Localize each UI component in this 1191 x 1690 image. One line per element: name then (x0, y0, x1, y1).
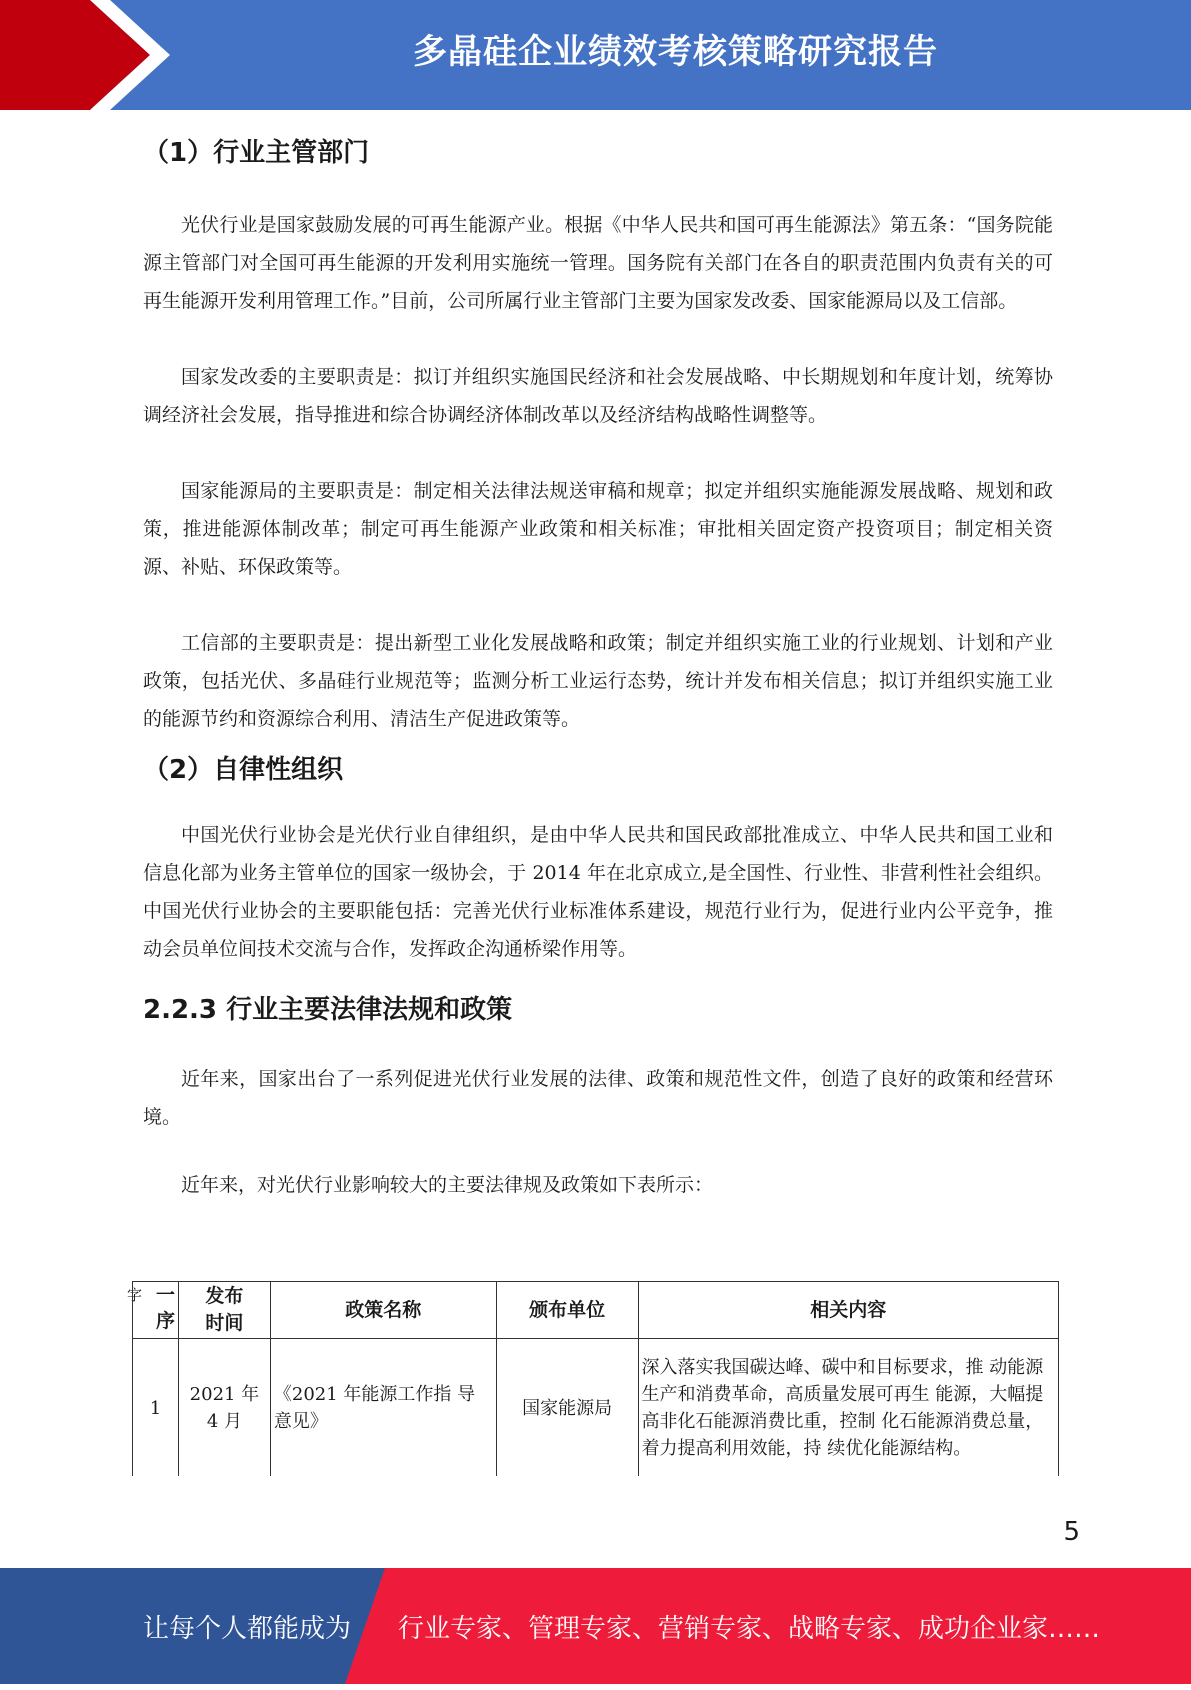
column-header-time (178, 1282, 270, 1339)
paragraph-pv-association: 中国光伏行业协会是光伏行业自律组织，是由中华人民共和国民政部批准成立、中华人民共和国工业和信息化部为业务主管单位的国家一级协会，于 2014 年在北京成立,是全国性、行业性、非营利性社会组织。中国光伏行业协会的主要职能包括：完善光伏行业标准体系建设，规范行业行为，促进行业内公平竞争，推动会员单位间技术交流与合作，发挥政企沟通桥梁作用等。 (143, 824, 1053, 960)
column-header-issuer: 颁布单位 (496, 1282, 638, 1339)
paragraph-miit-duties: 工信部的主要职责是：提出新型工业化发展战略和政策；制定并组织实施工业的行业规划、计划和产业政策，包括光伏、多晶硅行业规范等；监测分析工业运行态势，统计并发布相关信息；拟订并组织实施工业的能源节约和资源综合利用、清洁生产促进政策等。 (143, 632, 1053, 730)
page-number: 5 (1063, 1517, 1080, 1547)
seq-header-label: 序 (155, 1310, 175, 1332)
paragraph-ndrc-duties: 国家发改委的主要职责是：拟订并组织实施国民经济和社会发展战略、中长期规划和年度计划，统筹协调经济社会发展，指导推进和综合协调经济体制改革以及经济结构战略性调整等。 (143, 366, 1053, 426)
time-header-line2: 时间 (205, 1312, 244, 1334)
paragraph-table-intro: 近年来，对光伏行业影响较大的主要法律规及政策如下表所示： (181, 1174, 714, 1196)
footer-slogan-left: 让每个人都能成为 (143, 1614, 352, 1644)
paragraph-policy-environment: 近年来，国家出台了一系列促进光伏行业发展的法律、政策和规范性文件，创造了良好的政策和经营环境。 (143, 1068, 1053, 1128)
seq-header-fragment: 字 (127, 1286, 143, 1304)
column-header-content: 相关内容 (638, 1282, 1059, 1339)
footer-slogan-right: 行业专家、管理专家、营销专家、战略专家、成功企业家…… (398, 1614, 1101, 1644)
cell-issuer: 国家能源局 (496, 1339, 638, 1478)
header-banner (0, 0, 1191, 110)
paragraph-industry-intro: 光伏行业是国家鼓励发展的可再生能源产业。根据《中华人民共和国可再生能源法》第五条：“国务院能源主管部门对全国可再生能源的开发利用实施统一管理。国务院有关部门在各自的职责范围内负责有关的可再生能源开发利用管理工作。”目前，公司所属行业主管部门主要为国家发改委、国家能源局以及工信部。 (143, 214, 1053, 312)
table-row (133, 1339, 1059, 1478)
paragraph-nea-duties: 国家能源局的主要职责是：制定相关法律法规送审稿和规章；拟定并组织实施能源发展战略、规划和政策，推进能源体制改革；制定可再生能源产业政策和相关标准；审批相关固定资产投资项目；制定相关资源、补贴、环保政策等。 (143, 480, 1053, 578)
column-header-seq (127, 1282, 179, 1339)
section-heading-authority: （1）行业主管部门 (143, 138, 370, 168)
page-break-mask (120, 1476, 1080, 1536)
seq-header-top: 一 (155, 1284, 175, 1306)
main-content (143, 118, 1053, 1204)
section-heading-laws-policies: 2.2.3 行业主要法律法规和政策 (143, 995, 513, 1025)
cell-time-line1: 2021 年 (189, 1384, 260, 1405)
header-title: 多晶硅企业绩效考核策略研究报告 (413, 32, 938, 72)
table-header-row (133, 1282, 1059, 1339)
cell-time-line2: 4 月 (206, 1411, 243, 1432)
cell-time (178, 1339, 270, 1478)
cell-policy-name: 《2021 年能源工作指 导意见》 (270, 1339, 496, 1478)
section-heading-self-regulatory: （2）自律性组织 (143, 755, 344, 785)
column-header-name: 政策名称 (270, 1282, 496, 1339)
time-header-line1: 发布 (205, 1285, 244, 1307)
footer-banner (0, 1568, 1191, 1684)
cell-content: 深入落实我国碳达峰、碳中和目标要求，推 动能源生产和消费革命，高质量发展可再生 能源，大幅提高非化石能源消费比重，控制 化石能源消费总量，着力提高利用效能，持 续优化能源结构。 (638, 1339, 1059, 1478)
policy-table (127, 1281, 1059, 1478)
cell-seq: 1 (133, 1339, 179, 1478)
